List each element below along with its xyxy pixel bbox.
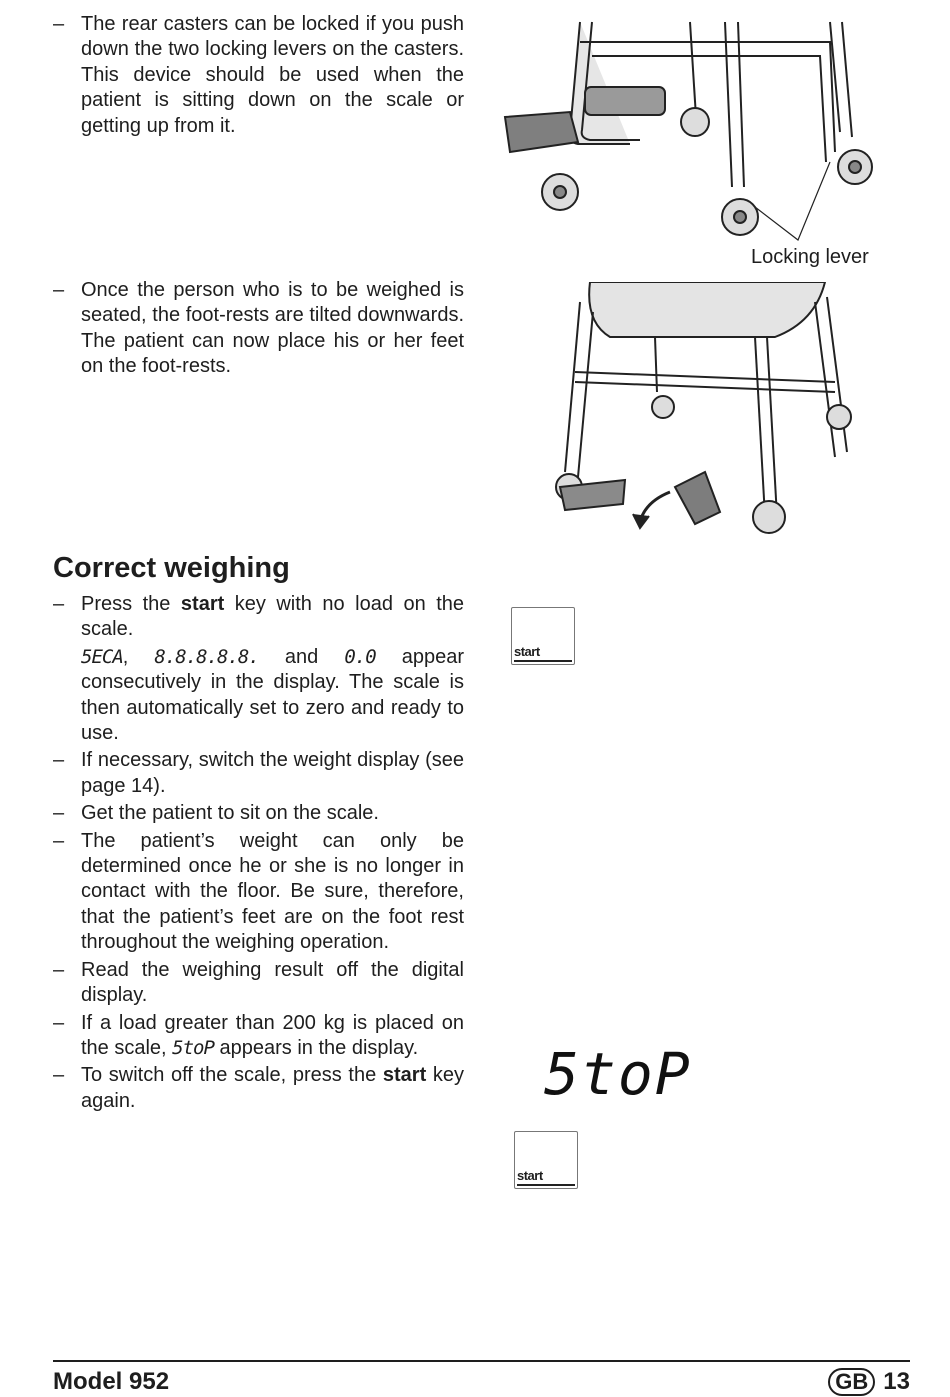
display-sequence-text: 5ECA, 8.8.8.8.8. and 0.0 appear consecutively in the display. The scale is then automatically set to zero and ready to use.	[81, 645, 465, 745]
item-text: To switch off the scale, press the start key again.	[81, 1064, 465, 1112]
list-item	[53, 1063, 464, 1114]
list-item	[53, 12, 464, 139]
item-text: The patient’s weight can only be determined once he or she is no longer in contact with the floor. Be sure, therefore, that the patient’s feet are on the foot rest throughout the weighing operation.	[81, 829, 464, 954]
dash: –	[53, 1064, 65, 1087]
list-item	[53, 592, 464, 746]
start-key-icon: start	[511, 607, 575, 665]
start-key-icon: start	[514, 1131, 578, 1189]
item-text: The rear casters can be locked if you push down the two locking levers on the casters. This device should be used when the patient is sitting down on the scale or getting up from it.	[81, 13, 464, 137]
list-item	[53, 958, 464, 1009]
stop-display: 5toP	[544, 1040, 692, 1108]
section-heading: Correct weighing	[53, 552, 290, 584]
list-item	[53, 278, 464, 380]
dash: –	[53, 13, 65, 35]
item-text: Read the weighing result off the digital display.	[81, 958, 464, 1007]
dash: –	[53, 593, 65, 615]
chair-casters-illustration	[500, 12, 890, 244]
dash: –	[53, 802, 65, 825]
item-text: Press the start key with no load on the scale.	[81, 593, 464, 641]
dash: –	[53, 958, 65, 981]
dash: –	[53, 749, 65, 772]
instruction-list-1	[53, 12, 464, 139]
list-item	[53, 1011, 464, 1062]
list-item	[53, 748, 464, 799]
language-badge: GB	[828, 1368, 875, 1396]
item-text: If necessary, switch the weight display (see page 14).	[81, 749, 464, 797]
list-item	[53, 829, 464, 956]
weighing-steps	[53, 592, 464, 1114]
footer-rule	[53, 1360, 910, 1362]
list-item	[53, 801, 464, 826]
dash: –	[53, 1011, 65, 1034]
display-seca: 5ECA	[81, 645, 123, 668]
display-stop-inline: 5toP	[172, 1036, 214, 1059]
item-text: If a load greater than 200 kg is placed on the scale, 5toP appears in the display.	[81, 1011, 464, 1059]
footrest-illustration	[545, 282, 865, 540]
instruction-list-2	[53, 278, 464, 380]
item-text: Get the patient to sit on the scale.	[81, 802, 379, 825]
display-test: 8.8.8.8.8.	[154, 645, 259, 668]
dash: –	[53, 279, 65, 301]
dash: –	[53, 829, 65, 852]
figure-caption: Locking lever	[751, 246, 869, 268]
footer-page-info	[828, 1368, 910, 1396]
display-zero: 0.0	[344, 645, 376, 668]
footer-model: Model 952	[53, 1368, 170, 1395]
item-text: Once the person who is to be weighed is seated, the foot-rests are tilted downwards. The patient can now place his or her feet on the foot-rests.	[81, 279, 464, 378]
page-number: 13	[883, 1368, 910, 1395]
